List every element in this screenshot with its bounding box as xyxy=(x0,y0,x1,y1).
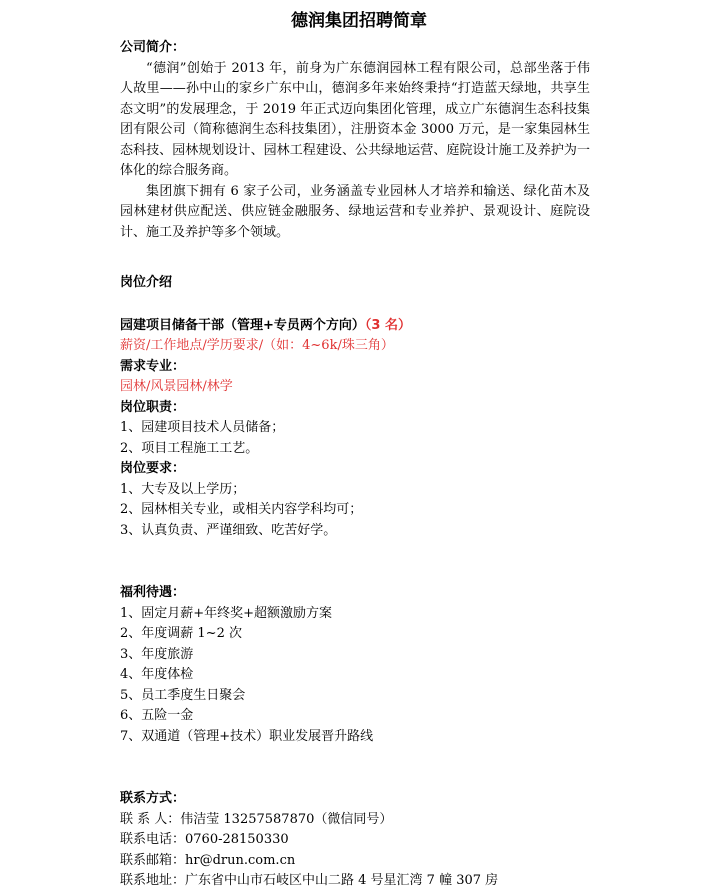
benefit-item: 2、年度调薪 1~2 次 xyxy=(120,626,242,641)
benefit-item: 7、双通道（管理+技术）职业发展晋升路线 xyxy=(120,728,374,744)
requirement-item: 1、大专及以上学历； xyxy=(120,481,246,497)
document-title: 德润集团招聘简章 xyxy=(291,11,427,31)
requirement-item: 3、认真负责、严谨细致、吃苦好学。 xyxy=(120,522,337,538)
position-name: 园建项目储备干部（管理+专员两个方向） xyxy=(120,317,365,333)
contact-person: 联 系 人：伟洁莹 13257587870（微信同号） xyxy=(120,811,393,827)
benefit-item: 3、年度旅游 xyxy=(120,646,194,662)
major-heading: 需求专业： xyxy=(120,358,186,374)
requirements-heading: 岗位要求： xyxy=(120,461,186,476)
benefit-item: 1、固定月薪+年终奖+超额激励方案 xyxy=(120,605,333,621)
contact-heading: 联系方式： xyxy=(120,791,186,806)
contact-address: 联系地址：广东省中山市石岐区中山二路 4 号星汇湾 7 幢 307 房 xyxy=(120,873,499,888)
benefit-item: 5、员工季度生日聚会 xyxy=(120,687,246,703)
benefits-heading: 福利待遇： xyxy=(120,585,186,600)
contact-email[interactable]: 联系邮箱：hr@drun.com.cn xyxy=(120,852,296,868)
document-body xyxy=(120,38,590,892)
requirement-item: 2、园林相关专业，或相关内容学科均可； xyxy=(120,502,363,517)
position-salary-line: 薪资/工作地点/学历要求/（如：4~6k/珠三角） xyxy=(120,338,394,353)
contact-phone: 联系电话：0760-28150330 xyxy=(120,832,289,847)
company-heading: 公司简介： xyxy=(120,40,186,55)
position-count: （3 名） xyxy=(364,317,411,333)
company-paragraph-1: “德润”创始于 2013 年，前身为广东德润园林工程有限公司，总部坐落于伟人故里——孙中山的家乡广东中山，德润多年来始终秉持“打造蓝天绿地，共享生态文明”的发展理念，于 2019 年正式迈向集团化管理，成立广东德润生态科技集团有限公司（简称德润生态科技集团），注册资本金 3000 万元，是一家集园林生态科技、园林规划设计、园林工程建设、公共绿地运营、庭院设计施工及养护为一体化的综合服务商。 xyxy=(120,60,590,178)
positions-heading: 岗位介绍 xyxy=(120,275,173,290)
duties-heading: 岗位职责： xyxy=(120,399,186,415)
majors: 园林/风景园林/林学 xyxy=(120,379,233,394)
benefit-item: 4、年度体检 xyxy=(120,667,194,682)
company-paragraph-2: 集团旗下拥有 6 家子公司，业务涵盖专业园林人才培养和输送、绿化苗木及园林建材供应配送、供应链金融服务、绿地运营和专业养护、景观设计、庭院设计、施工及养护等多个领域。 xyxy=(120,183,590,240)
position-title xyxy=(120,316,590,337)
benefit-item: 6、五险一金 xyxy=(120,708,194,723)
duty-item: 1、园建项目技术人员储备； xyxy=(120,420,285,435)
duty-item: 2、项目工程施工工艺。 xyxy=(120,440,259,456)
